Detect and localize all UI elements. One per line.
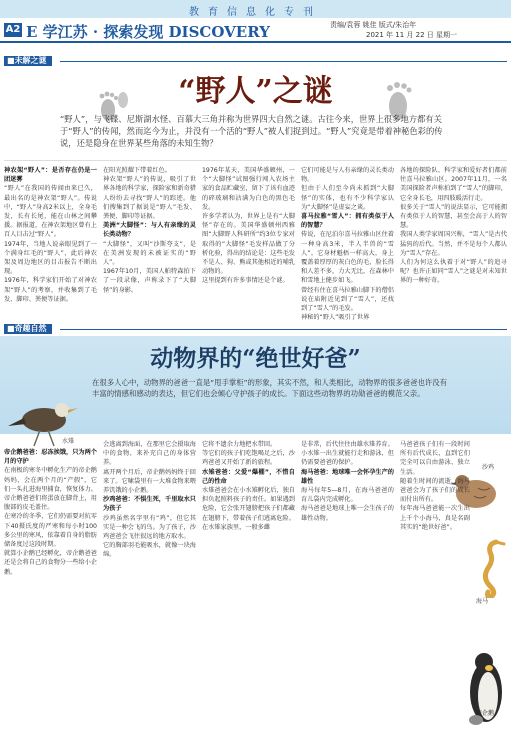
paragraph: 在南极的寒冬中孵化生产的帝企鹅妈妈，会在两个月的“产假”，它们一头扎进海里捕食，恢复体力。帝企鹅爸爸们将蛋放在脚背上，用腹部的皮毛盖住。 bbox=[4, 467, 97, 512]
title-main: 野人 bbox=[195, 74, 256, 109]
tag-marker-icon: ■ bbox=[7, 56, 15, 65]
tag-rule bbox=[60, 329, 507, 330]
paragraph: 很多关于“雪人”的说法显示，它可能拥有类似于人的智慧，甚至会高于人的智慧。 bbox=[400, 203, 507, 230]
paragraph: 1967年10月，美国人帕特森拍下了一段录像，声称录下了“大脚怪”的身影。 bbox=[103, 268, 196, 294]
paragraph: 人们为何这么执着于对“野人”的追寻呢？也许正如同“雪人”之谜是对未知世界的一种好奇。 bbox=[400, 259, 507, 285]
title-quote-open: “ bbox=[178, 74, 196, 109]
paragraph: 在水雉家族里，一般多雌 bbox=[202, 523, 271, 531]
paragraph: 它们可能是与人有亲缘的灵长类动物。 bbox=[301, 167, 394, 184]
subheading: 沙鸡爸爸：不惧生死，千里取水只为孩子 bbox=[103, 496, 196, 513]
article-title: 动物界的“绝世好爸” bbox=[150, 345, 361, 372]
section-title: E 学江苏 · 探索发现 DISCOVERY bbox=[26, 23, 270, 41]
paragraph: 会逃离到海面，在那里它会摄取海中的食物，来补充自己的身体营养。 bbox=[103, 441, 196, 467]
paragraph: 马爸爸孩子们有一段时间所有后代成长，直到它们完全可以自由游泳、独立生活。 bbox=[400, 441, 470, 476]
article2-column-2 bbox=[103, 440, 196, 728]
paragraph: 1974年，当地人说亲眼见到了一个满身红毛的“野人”，此后神农架及周边地区的目击报告不断出现。 bbox=[4, 240, 97, 276]
paragraph: 1976年某天，美国华盛顿州，一个“大脚怪”试图强行闯入农场主家的食品贮藏室，留下了该有血迹的碎玻璃和沾满为白色的黑色毛发。 bbox=[202, 167, 295, 211]
section-tag-nature bbox=[4, 324, 52, 334]
seahorse-illustration bbox=[478, 538, 508, 598]
paragraph: 离开两个月后，帝企鹅妈妈终于回来了。它嗉袋里有一大堆食物来喂养饥饿的小企鹅。 bbox=[103, 468, 196, 495]
paragraph: 在寒冷的冬季，它们仍需要对抗零下40摄氏度的严寒和每小时100多公里的寒风，依靠着自身的脂肪储备度过这段时期。 bbox=[4, 513, 97, 549]
paragraph: 我国人类学家周国兴称，“雪人”是古代猛犸的后代。当然，并不是每个人都认为“雪人”存在。 bbox=[400, 231, 507, 257]
subheading: 海马爸爸：地球唯一会怀孕生产的雄性 bbox=[301, 468, 394, 485]
issue-date: 2021 年 11 月 22 日 星期一 bbox=[366, 31, 457, 39]
paragraph: 水雉爸爸会在小水雉孵化后，独自担负起照料孩子的责任。如果遇到危险，它会张开翅膀把孩子们都藏在翅膀下，带着孩子们逃离危险。 bbox=[202, 487, 295, 522]
paragraph: 等它们的孩子们吃饱喝足之后，沙鸡爸爸又开始了新的旅程。 bbox=[202, 450, 295, 467]
editors-credit: 责编/袁蓉 姚佳 版式/朱治年 bbox=[330, 21, 417, 29]
label-sandgrouse: 沙鸡 bbox=[482, 464, 495, 471]
subheading: 喜马拉雅“雪人”：拥有类似于人的智慧？ bbox=[301, 213, 394, 230]
article-lead: “野人”，与飞碟、尼斯湖水怪、百慕大三角并称为世界四大自然之谜。古往今来，世界上很多地方都有关于“野人”的传闻，然而迄今为止，并没有一个活的“野人”被人们捉到过。“野人”究竟是带着神秘色彩的传说，还是隐身在世界某些角落的未知生物？ bbox=[60, 114, 443, 148]
article1-column-4 bbox=[301, 166, 394, 322]
divider bbox=[4, 160, 507, 161]
paragraph: 这里提到有许多事情还是个谜。 bbox=[202, 277, 289, 285]
article2-column-5 bbox=[400, 440, 470, 728]
paragraph: 小水雉一出生就能行走和游泳，但仍需要爸爸的保护。 bbox=[301, 450, 394, 467]
paragraph: 1976年，科学家们开始了对神农架“野人”的考察，并收集到了毛发、脚印、粪便等证据。 bbox=[4, 277, 97, 303]
paragraph: 但由于人们至今尚未抓到“大脚怪”的实体，也有不少科学家认为“大脚怪”是虚妄之谈。 bbox=[301, 185, 394, 211]
paragraph: 海马爸爸是地球上唯一会生孩子的雄性动物。 bbox=[301, 505, 394, 522]
tag-rule bbox=[60, 61, 507, 62]
paragraph: 各地的探险队、科学家和爱好者们都前往喜马拉雅山区。2007年11月，一名美国探险者声称拍到了“雪人”的脚印，它全身长毛，用四肢暖活行走。 bbox=[400, 167, 507, 202]
paragraph: 它将不遗余力地把水带回。 bbox=[202, 441, 277, 448]
paragraph: “大脚怪”，又叫“沙斯夸支”，是在美洲发现的未被证实的“野人”。 bbox=[103, 240, 196, 267]
article1-column-3 bbox=[202, 166, 295, 322]
page-number: A2 bbox=[5, 24, 21, 35]
paragraph: 它的胸部羽毛能吸水，就像一块海绵。 bbox=[103, 542, 196, 559]
tag-label: 奇趣自然 bbox=[14, 324, 47, 333]
masthead-banner bbox=[0, 0, 511, 18]
paragraph: “野人”在我国的传闻由来已久，最出名的是神农架“野人”。传说中，“野人”身高2米以上，全身毛发，长有长尾，能在山林之间攀援。据报道，在神农架地区曾有上百人目击过“野人”。 bbox=[4, 185, 97, 239]
article2-column-4 bbox=[301, 440, 394, 728]
paragraph: 曾经有住在喜马拉雅山脚下的僧侣说在庙附近见到了“雪人”，还找到了“雪人”的毛发。 bbox=[301, 286, 394, 313]
article-lead: 在很多人心中，动物界的爸爸一直是“甩手掌柜”的形象，其实不然，和人类相比，动物界的很多爸爸也许没有丰富的情感和感动的表达，但它们也会倾心守护孩子的成长。下面这些动物界的功勋爸爸的模范父亲。 bbox=[92, 378, 448, 398]
title-quote-close: ”之谜 bbox=[255, 74, 333, 109]
subheading: 水雉爸爸：父爱“爆棚”，不惜自己的性命 bbox=[202, 468, 295, 485]
section-tag-mystery bbox=[4, 56, 52, 66]
paragraph: 传说，在尼泊尔喜马拉雅山区住着一种身高3米，半人半兽的“雪人”。它身材魁梧一样高大，身上覆盖着厚厚的灰白色的毛，脸长得和人差不多，力大无比，在森林中和雪地上健步如飞。 bbox=[301, 231, 394, 285]
label-jacana: 水雉 bbox=[62, 438, 75, 445]
paragraph: 在阳光照耀下带着红色。 bbox=[103, 167, 172, 174]
paragraph: 每年海马爸爸能一次生出上千个小海马，真是名副其实的“绝世好爸”。 bbox=[400, 505, 470, 531]
paragraph: 许多学者认为，世界上是有“大脚怪”存在的。美国华盛顿州西雅图“大脚野人科研所”约3位专家对取得的“大脚怪”毛发样品做了分析化验，得出的结论是：这些毛发不是人、狗、熊或其他相近的哺乳动物的。 bbox=[202, 213, 295, 276]
article1-column-2 bbox=[103, 166, 196, 322]
article1-column-1 bbox=[4, 166, 97, 322]
banner-text: 教育信息化专刊 bbox=[189, 7, 322, 18]
subheading: 美洲“大脚怪”：与人有亲缘的灵长类动物？ bbox=[103, 222, 196, 239]
paragraph: 神秘的“野人”吸引了世界 bbox=[301, 314, 370, 322]
article1-column-5 bbox=[400, 166, 507, 322]
paragraph: 是非常，后代往往由雄水雉养育。 bbox=[301, 441, 394, 448]
paragraph: 就算小企鹅已经孵化，帝企鹅爸爸还是会将自己的食物分一些给小企鹅。 bbox=[4, 550, 97, 576]
label-seahorse: 海马 bbox=[476, 598, 489, 605]
paragraph: 沙鸡虽然名字里有“鸡”，但它其实是一种会飞的鸟。为了孩子，沙鸡爸爸会飞往很远的地方取水。 bbox=[103, 514, 196, 541]
article2-column-1 bbox=[4, 448, 97, 728]
subheading: 帝企鹅爸爸：忍冻挨饿，只为两个月的守护 bbox=[4, 449, 97, 466]
tag-label: 未解之谜 bbox=[14, 56, 47, 65]
paragraph: 海马每年5—8月，在海马爸爸的育儿袋内完成孵化。 bbox=[301, 487, 394, 504]
article2-column-3 bbox=[202, 440, 295, 728]
label-penguin: 帝企鹅 bbox=[476, 710, 495, 717]
paragraph: 神农架“野人”的传说，吸引了世界各地的科学家，探险家和新奇猎人纷纷去寻找“野人”的踪迹。他们搜集到了据说是“野人”毛发、粪便、脚印等证据。 bbox=[103, 176, 196, 221]
subheading: 神农架“野人”：是否存在仍是一团迷雾 bbox=[4, 167, 97, 184]
paragraph: 随着生时间的流逝，海马爸爸会为了孩子们的成长而付出所有。 bbox=[400, 477, 470, 504]
article-title bbox=[0, 66, 511, 110]
tag-marker-icon: ■ bbox=[7, 324, 15, 333]
